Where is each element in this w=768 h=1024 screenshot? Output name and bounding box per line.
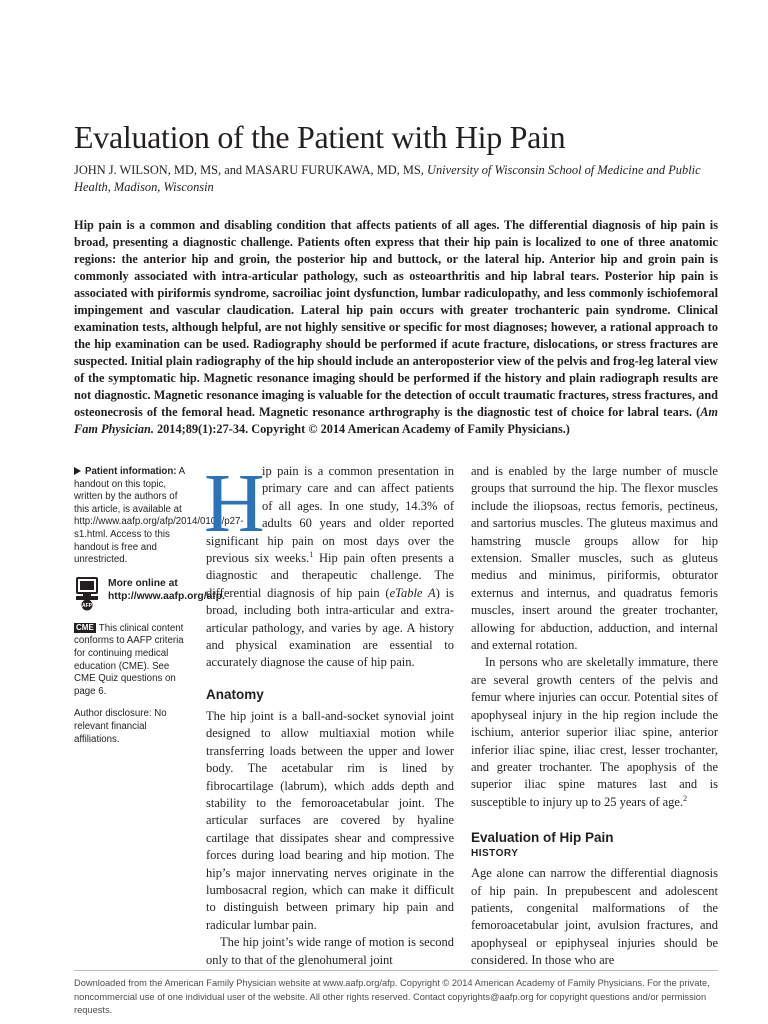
article-title: Evaluation of the Patient with Hip Pain xyxy=(74,119,566,155)
subheading-history: HISTORY xyxy=(471,848,519,860)
reference-marker: 2 xyxy=(683,793,688,803)
computer-icon xyxy=(74,577,100,611)
copyright-footer: Downloaded from the American Family Physician website at www.aafp.org/afp. Copyright © 2014 American Academy of Family Physicians. For the private, noncommercial use of one individual user of the website. All other rights reserved. Contact copyrights@aafp.org for copyright questions and/or permission requests. xyxy=(74,978,710,1015)
more-online-text[interactable]: More online at http://www.aafp.org/afp. xyxy=(108,577,225,602)
intro-text-c: ) is broad, including both intra-articular and extra-articular pathology, and varies by age. A history and physical examination are essential to accurately diagnose the cause of hip pain. xyxy=(206,585,455,670)
afp-icon-label: AFP xyxy=(82,602,92,609)
anatomy-paragraph-2: The hip joint’s wide range of motion is second only to that of the glenohumeral joint xyxy=(206,935,454,967)
patient-info-text: A handout on this topic, written by the authors of this article, is available at http://www.aafp.org/afp/2014/0101/p27-s1.html. Access to this handout is free and unrestricted. xyxy=(74,466,244,566)
author-line xyxy=(74,162,714,196)
intro-text-b: Hip pain often presents a diagnostic and therapeutic challenge. The differential diagnosis of hip pain ( xyxy=(206,551,454,600)
footer-divider xyxy=(74,970,718,971)
history-paragraph: Age alone can narrow the differential diagnosis of hip pain. In prepubescent and adolescent patients, congenital malformations of the femoroacetabular joint, avulsion fractures, and apophyseal or epiphyseal injuries should be considered. In those who are xyxy=(471,866,718,968)
intro-paragraph xyxy=(204,457,455,672)
cme-note xyxy=(74,623,190,699)
abstract xyxy=(74,217,718,438)
patient-information-note xyxy=(74,466,244,567)
author-affiliation: University of Wisconsin School of Medicine and Public Health, Madison, Wisconsin xyxy=(74,163,701,194)
author-names: JOHN J. WILSON, MD, MS, and MASARU FURUKAWA, MD, MS, xyxy=(74,163,424,177)
intro-text-a: ip pain is a common presentation in primary care and can affect patients of all ages. In one study, 14.3% of adults 60 years and older reported significant hip pain on most days over the previous six weeks. xyxy=(206,464,454,566)
body-column-1 xyxy=(204,457,455,969)
growth-centers-paragraph xyxy=(471,654,718,811)
abstract-text: Hip pain is a common and disabling condition that affects patients of all ages. The differential diagnosis of hip pain is broad, presenting a diagnostic challenge. Patients often express that their hip pain is localized to one of three anatomic regions: the anterior hip and groin, the posterior hip and buttock, or the lateral hip. Anterior hip and groin pain is commonly associated with intra-articular pathology, such as osteoarthritis and hip labral tears. Posterior hip pain is associated with piriformis syndrome, sacroiliac joint dysfunction, lumbar radiculopathy, and less commonly ischiofemoral impingement and vascular claudication. Lateral hip pain occurs with greater trochanteric pain syndrome. Clinical examination tests, although helpful, are not highly sensitive or specific for most diagnoses; however, a rational approach to the hip examination can be used. Radiography should be performed if acute fracture, dislocations, or stress fractures are suspected. Initial plain radiography of the hip should include an anteroposterior view of the pelvis and frog-leg lateral view of the symptomatic hip. Magnetic resonance imaging should be performed if the history and plain radiograph results are not diagnostic. Magnetic resonance imaging is valuable for the detection of occult traumatic fractures, stress fractures, and osteonecrosis of the femoral head. Magnetic resonance arthrography is the diagnostic test of choice for labral tears. ( xyxy=(74,218,718,419)
citation-journal: Am Fam Physician. xyxy=(74,405,718,436)
anatomy-paragraph-1: The hip joint is a ball-and-socket synovial joint designed to allow multiaxial motion while transferring loads between the upper and lower body. The acetabular rim is lined by fibrocartilage (labrum), which adds depth and stability to the femoroacetabular joint. The articular surfaces are covered by hyaline cartilage that dissipates shear and compressive forces during load bearing and hip motion. The hip’s major innervating nerves originate in the lumbosacral region, which can make it difficult to distinguish between primary hip pain and radicular lumbar pain. xyxy=(206,708,454,932)
author-disclosure: Author disclosure: No relevant financial affiliations. xyxy=(74,708,167,745)
patient-info-label: Patient information: xyxy=(85,466,177,477)
citation-details: 2014;89(1):27-34. Copyright © 2014 American Academy of Family Physicians.) xyxy=(153,422,570,436)
more-online-note xyxy=(74,577,225,611)
reference-marker: 1 xyxy=(309,549,314,559)
cme-badge: CME xyxy=(76,622,94,632)
growth-centers-text: In persons who are skeletally immature, there are several growth centers of the pelvis and femur where injuries can occur. Potential sites of apophyseal injury in the hip region include the ischium, anterior superior iliac spine, anterior inferior iliac spine, iliac crest, lesser trochanter, and greater trochanter. The apophysis of the superior iliac spine matures last and is susceptible to injury up to 25 years of age. xyxy=(471,655,718,809)
section-heading-evaluation: Evaluation of Hip Pain xyxy=(471,830,614,846)
section-heading-anatomy: Anatomy xyxy=(206,686,264,702)
muscles-paragraph: and is enabled by the large number of muscle groups that surround the hip. The flexor muscles include the iliopsoas, rectus femoris, pectineus, and sartorius muscles. The gluteus maximus and hamstring muscle groups allow for hip extension. Smaller muscles, such as gluteus medius and minimus, piriformis, obturator externus and internus, and quadratus femoris muscles, insert around the greater trochanter, allowing for abduction, adduction, and internal and external rotation. xyxy=(471,464,718,653)
dropcap-spacer xyxy=(206,463,262,531)
cme-text: This clinical content conforms to AAFP criteria for continuing medical education (CME). See CME Quiz questions on page 6. xyxy=(74,622,184,697)
body-column-2 xyxy=(471,463,718,970)
triangle-bullet-icon xyxy=(74,467,81,475)
etable-reference[interactable]: eTable A xyxy=(389,585,436,600)
drop-cap: H xyxy=(204,457,265,550)
